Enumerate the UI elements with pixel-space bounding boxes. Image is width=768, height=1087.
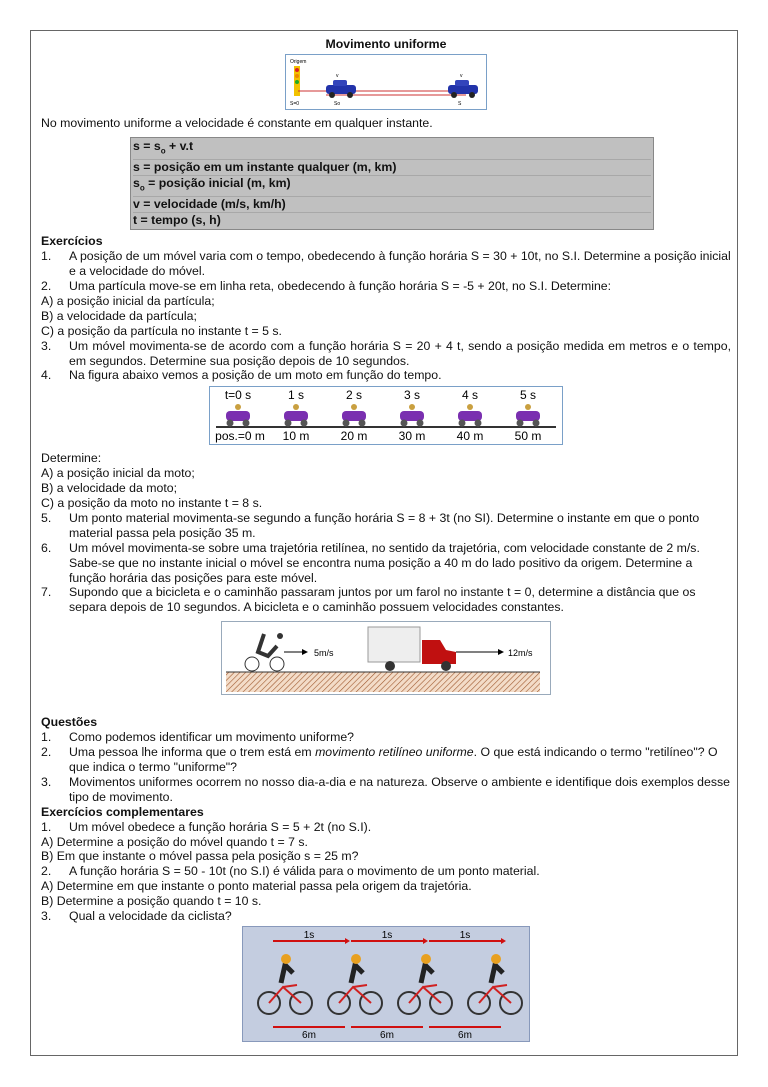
list-item: 5. Um ponto material movimenta-se segundo a função horária S = 8 + 3t (no SI). Determine o instante em que o ponto material passa pela posição 35 m.	[41, 510, 700, 540]
svg-text:v: v	[460, 72, 463, 79]
car-diagram-figure	[285, 54, 487, 110]
time-label: 1 s	[287, 388, 305, 403]
section-heading: Exercícios	[41, 234, 103, 249]
list-subitem: A) Determine em que instante o ponto material passa pela origem da trajetória.	[41, 879, 472, 894]
time-label: t=0 s	[224, 388, 252, 403]
time-label: 1s	[459, 929, 471, 941]
list-subitem: B) a velocidade da partícula;	[41, 308, 197, 323]
cyclist-icon	[328, 954, 382, 1014]
section-heading: Questões	[41, 715, 98, 730]
motorcycle-icon	[226, 404, 250, 427]
cyclist-icon	[398, 954, 452, 1014]
list-subitem: A) a posição inicial da partícula;	[41, 293, 215, 308]
list-subitem: B) a velocidade da moto;	[41, 481, 178, 496]
time-label: 1s	[303, 929, 315, 941]
distance-label: 6m	[458, 1029, 472, 1041]
list-item: 7. Supondo que a bicicleta e o caminhão passaram juntos por um farol no instante t = 0, determine a distância que os separa depois de 10 segundos. A bicicleta e o caminhão possuem velocidades constantes.	[41, 585, 696, 615]
formula-box	[130, 137, 654, 230]
formula-line: $s_o$ = posição inicial (m, km)	[133, 176, 651, 197]
list-item: 1. Um móvel obedece a função horária S = 5 + 2t (no S.I).	[41, 819, 372, 834]
text-line: Determine:	[41, 451, 102, 466]
cyclist-figure	[242, 926, 530, 1042]
list-subitem: A) a posição inicial da moto;	[41, 466, 195, 481]
time-label: 2 s	[345, 388, 363, 403]
time-label: 1s	[381, 929, 393, 941]
bike-truck-figure	[221, 621, 551, 695]
list-subitem: C) a posição da partícula no instante t = 5 s.	[41, 323, 282, 338]
motorcycle-icon	[516, 404, 540, 427]
truck-speed-label: 12m/s	[508, 648, 533, 659]
cyclist-icon	[258, 954, 312, 1014]
intro-text: No movimento uniforme a velocidade é constante em qualquer instante.	[41, 115, 433, 130]
position-label: 10 m	[282, 429, 310, 444]
section-heading: Exercícios complementares	[41, 804, 204, 819]
position-label: 30 m	[398, 429, 426, 444]
list-subitem: B) Determine a posição quando t = 10 s.	[41, 894, 262, 909]
list-subitem: C) a posição da moto no instante t = 8 s.	[41, 496, 263, 511]
formula-line: v = velocidade (m/s, km/h)	[133, 197, 651, 213]
origin-label: Origem	[290, 58, 307, 65]
motorcycle-icon	[400, 404, 424, 427]
list-item: 2. Uma partícula move-se em linha reta, obedecendo à função horária S = -5 + 20t, no S.I. Determine:	[41, 278, 612, 293]
list-item: 1. A posição de um móvel varia com o tempo, obedecendo à função horária S = 30 + 10t, no S.I. Determine a posição inicial e a velocidade do móvel.	[41, 249, 731, 279]
cyclist-icon	[245, 633, 284, 671]
formula-line: t = tempo (s, h)	[133, 213, 221, 228]
list-item: 1. Como podemos identificar um movimento uniforme?	[41, 730, 355, 745]
list-item: 3. Movimentos uniformes ocorrem no nosso dia-a-dia e na natureza. Observe o ambiente e identifique dois exemplos desse tipo de movimento.	[41, 774, 730, 804]
list-subitem: B) Em que instante o móvel passa pela posição s = 25 m?	[41, 849, 359, 864]
time-label: 3 s	[403, 388, 421, 403]
document-page	[30, 30, 738, 1056]
motorcycle-icon	[342, 404, 366, 427]
list-subitem: A) Determine a posição do móvel quando t = 7 s.	[41, 834, 308, 849]
distance-label: 6m	[380, 1029, 394, 1041]
time-label: 4 s	[461, 388, 479, 403]
list-item: 6. Um móvel movimenta-se sobre uma trajetória retilínea, no sentido da trajetória, com velocidade constante de 2 m/s. Sabe-se que no instante inicial o móvel se encontra numa posição a 40 m do lado positivo da origem. Determine a função horária das posições para este móvel.	[41, 540, 700, 585]
motorcycle-position-figure	[209, 386, 563, 445]
page-title: Movimento uniforme	[325, 37, 447, 51]
position-label: pos.=0 m	[215, 429, 265, 444]
motorcycle-icon	[458, 404, 482, 427]
time-label: 5 s	[519, 388, 537, 403]
list-item: 2. A função horária S = 50 - 10t (no S.I) é válida para o movimento de um ponto material.	[41, 864, 540, 879]
list-item: 4. Na figura abaixo vemos a posição de um moto em função do tempo.	[41, 368, 442, 383]
position-label: 50 m	[514, 429, 542, 444]
svg-text:v: v	[336, 72, 339, 79]
truck-icon	[368, 627, 456, 671]
bike-speed-label: 5m/s	[314, 648, 334, 659]
list-item: 3. Qual a velocidade da ciclista?	[41, 909, 232, 924]
position-label: 40 m	[456, 429, 484, 444]
svg-text:S=0: S=0	[290, 100, 300, 107]
motorcycle-icon	[284, 404, 308, 427]
svg-text:S: S	[458, 100, 462, 107]
formula-line: $s = s_o + v.t$	[133, 139, 651, 160]
list-item: 2. Uma pessoa lhe informa que o trem está em movimento retilíneo uniforme. O que está indicando o termo "retilíneo"? O que indica o termo "uniforme"?	[41, 745, 718, 774]
cyclist-icon	[468, 954, 522, 1014]
formula-line: s = posição em um instante qualquer (m, km)	[133, 160, 651, 176]
position-label: 20 m	[340, 429, 368, 444]
svg-text:So: So	[334, 100, 341, 107]
list-item: 3. Um móvel movimenta-se de acordo com a função horária S = 20 + 4 t, sendo a posição medida em metros e o tempo, em segundos. Determine sua posição depois de 10 segundos.	[41, 338, 731, 368]
distance-label: 6m	[302, 1029, 316, 1041]
